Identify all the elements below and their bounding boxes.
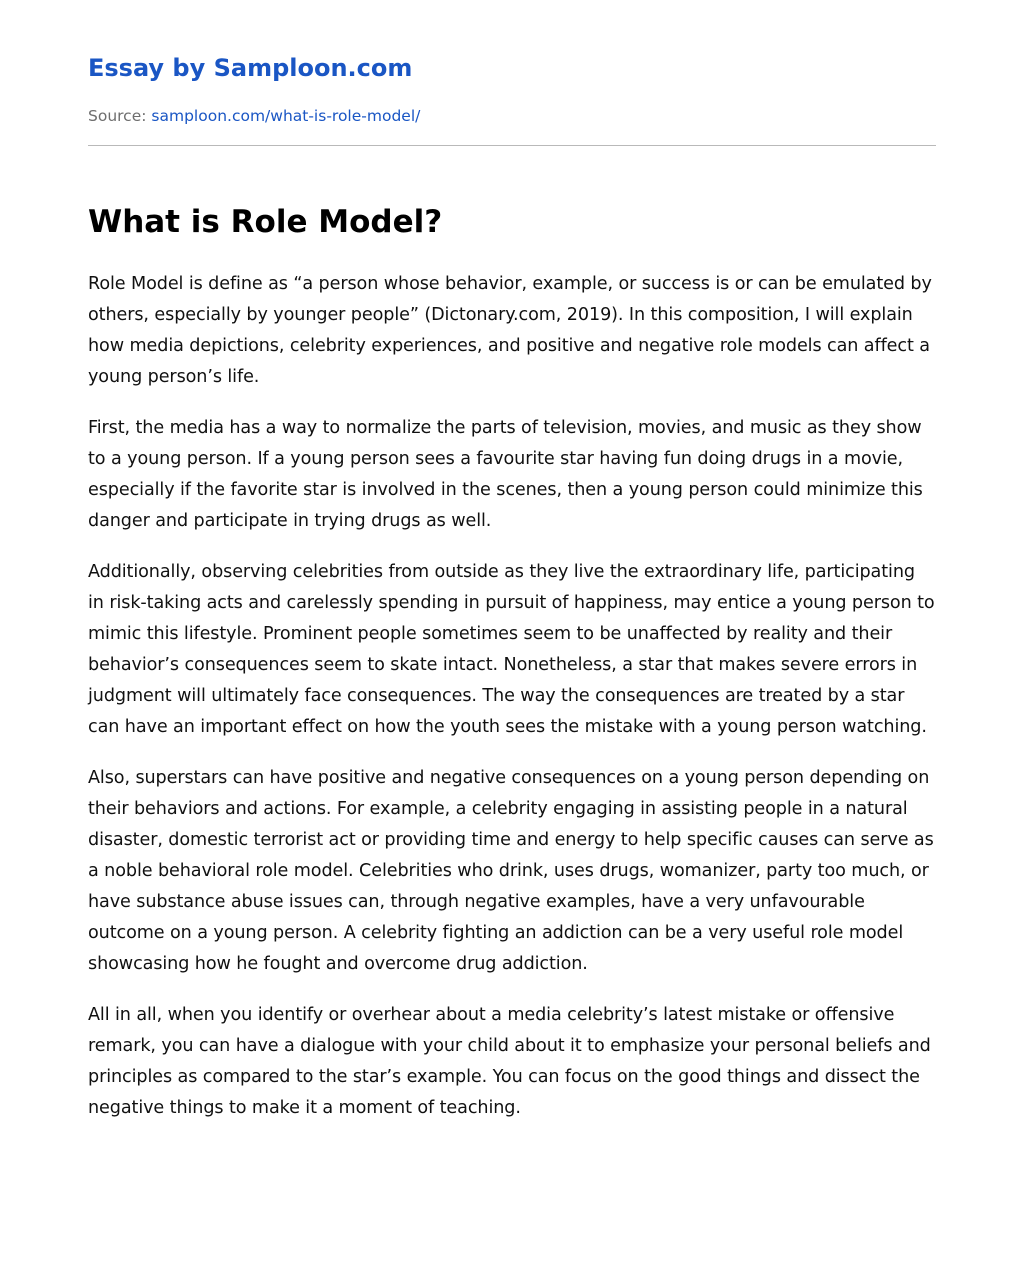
header-divider — [88, 145, 936, 146]
essay-paragraph: Role Model is define as “a person whose behavior, example, or success is or can be emulated by others, especially by younger people” (Dictonary.com, 2019). In this composition, I will explain how media depictions, celebrity experiences, and positive and negative role models can affect a young person’s life. — [88, 274, 932, 387]
site-brand[interactable]: Essay by Samploon.com — [88, 54, 413, 82]
essay-paragraph: First, the media has a way to normalize the parts of television, movies, and music as they show to a young person. If a young person sees a favourite star having fun doing drugs in a movie, especially if the favorite star is involved in the scenes, then a young person could minimize this danger and participate in trying drugs as well. — [88, 418, 923, 531]
essay-body — [88, 269, 936, 1144]
source-line — [88, 105, 420, 127]
essay-paragraph: Also, superstars can have positive and negative consequences on a young person depending on their behaviors and actions. For example, a celebrity engaging in assisting people in a natural disaster, domestic terrorist act or providing time and energy to help specific causes can serve as a noble behavioral role model. Celebrities who drink, uses drugs, womanizer, party too much, or have substance abuse issues can, through negative examples, have a very unfavourable outcome on a young person. A celebrity fighting an addiction can be a very useful role model showcasing how he fought and overcome drug addiction. — [88, 768, 934, 974]
essay-paragraph: Additionally, observing celebrities from outside as they live the extraordinary life, participating in risk-taking acts and carelessly spending in pursuit of happiness, may entice a young person to mimic this lifestyle. Prominent people sometimes seem to be unaffected by reality and their behavior’s consequences seem to skate intact. Nonetheless, a star that makes severe errors in judgment will ultimately face consequences. The way the consequences are treated by a star can have an important effect on how the youth sees the mistake with a young person watching. — [88, 562, 935, 737]
essay-paragraph: All in all, when you identify or overhear about a media celebrity’s latest mistake or offensive remark, you can have a dialogue with your child about it to emphasize your personal beliefs and principles as compared to the star’s example. You can focus on the good things and dissect the negative things to make it a moment of teaching. — [88, 1005, 931, 1118]
essay-title: What is Role Model? — [88, 204, 443, 240]
source-label: Source: — [88, 107, 147, 125]
source-link[interactable]: samploon.com/what-is-role-model/ — [151, 107, 421, 125]
